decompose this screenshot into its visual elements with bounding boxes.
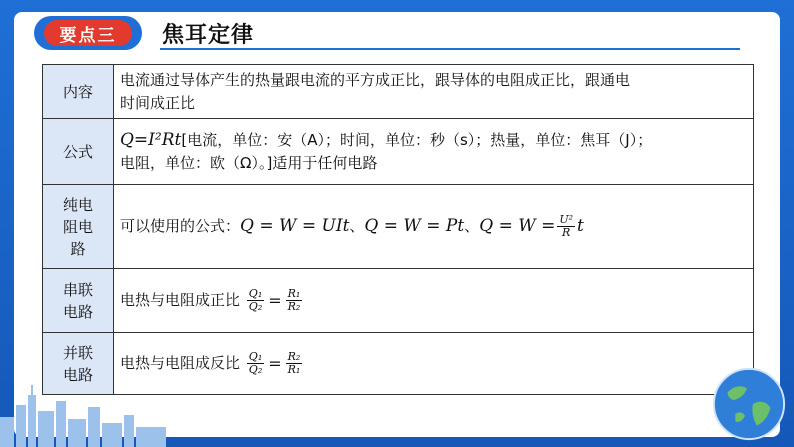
row-label: 内容 xyxy=(43,65,114,119)
table-row xyxy=(43,185,754,269)
content-line: [电流，单位：安（A）；时间，单位：秒（s）；热量，单位：焦耳（J）； xyxy=(181,130,653,149)
fraction-lhs: $\frac{\text{Q₁}}{\text{Q₂}}$ xyxy=(248,287,263,313)
row-content xyxy=(114,65,754,119)
content-line: 电阻，单位：欧（Ω）。]适用于任何电路 xyxy=(120,153,378,172)
row-label: 串联 电路 xyxy=(43,269,114,333)
table-row xyxy=(43,65,754,119)
formula-u2r: Q = W = xyxy=(479,216,556,236)
section-badge xyxy=(34,16,142,50)
formula-prefix: 可以使用的公式： xyxy=(120,217,241,235)
content-line: 电流通过导体产生的热量跟电流的平方成正比，跟导体的电阻成正比，跟通电 xyxy=(120,70,631,89)
title-underline xyxy=(160,48,740,50)
formula-tail: t xyxy=(577,216,584,236)
formula-uit: Q = W = UIt xyxy=(240,216,350,236)
page-title: 焦耳定律 xyxy=(162,23,255,48)
table-row xyxy=(43,119,754,185)
row-content xyxy=(114,185,754,269)
formula-separator: 、 xyxy=(464,217,480,235)
formula-separator: 、 xyxy=(349,217,365,235)
relation-text: 电热与电阻成正比 xyxy=(120,291,241,309)
equals-sign: = xyxy=(268,291,282,310)
row-content xyxy=(114,119,754,185)
table-row xyxy=(43,333,754,395)
fraction-rhs: $\frac{\text{R₂}}{\text{R₁}}$ xyxy=(287,350,301,376)
formula-pt: Q = W = Pt xyxy=(364,216,465,236)
content-line: 时间成正比 xyxy=(120,93,196,112)
row-content xyxy=(114,269,754,333)
law-table xyxy=(42,64,754,395)
row-label: 并联 电路 xyxy=(43,333,114,395)
relation-text: 电热与电阻成反比 xyxy=(120,354,241,372)
row-content xyxy=(114,333,754,395)
fraction-lhs: $\frac{\text{Q₁}}{\text{Q₂}}$ xyxy=(248,350,263,376)
joule-formula: Q=I²Rt xyxy=(120,129,182,150)
fraction-rhs: $\frac{\text{R₁}}{\text{R₂}}$ xyxy=(287,287,301,313)
fraction: $\frac{\text{U²}}{R}$ xyxy=(559,213,574,239)
equals-sign: = xyxy=(268,354,282,373)
section-badge-label: 要点三 xyxy=(44,20,132,46)
row-label: 公式 xyxy=(43,119,114,185)
table-row xyxy=(43,269,754,333)
row-label: 纯电 阻电 路 xyxy=(43,185,114,269)
